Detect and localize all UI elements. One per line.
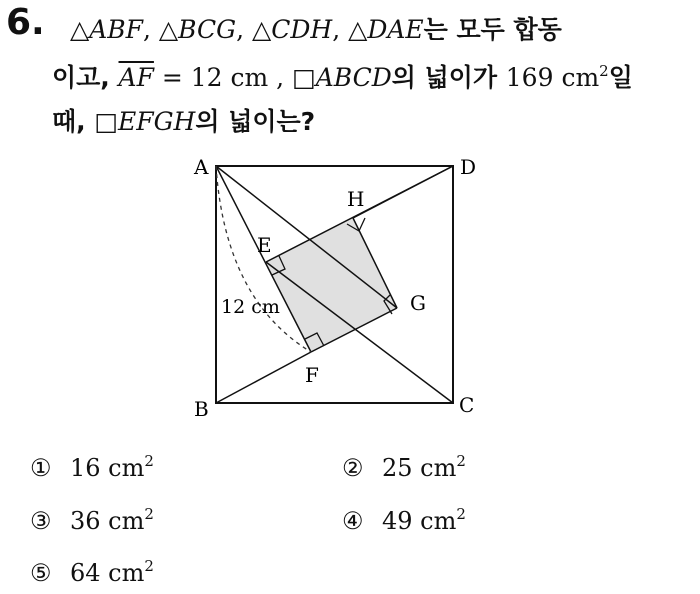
choice-2[interactable] bbox=[342, 452, 466, 482]
separator: , bbox=[332, 15, 349, 44]
choice-5[interactable] bbox=[30, 557, 154, 587]
question-text: 는 모두 합동 bbox=[423, 15, 562, 44]
label-g: G bbox=[410, 291, 426, 315]
triangle-cdh: △CDH bbox=[251, 15, 333, 44]
question-number: 6. bbox=[6, 2, 45, 43]
choice-exponent: 2 bbox=[144, 452, 154, 470]
choice-exponent: 2 bbox=[144, 505, 154, 523]
segment-length: = 12 cm , bbox=[153, 63, 293, 92]
choice-exponent: 2 bbox=[456, 505, 466, 523]
segment-af: $\overline{AF}$ bbox=[118, 63, 154, 92]
triangle-bcg: △BCG bbox=[158, 15, 237, 44]
choice-mark: ④ bbox=[342, 507, 364, 535]
label-f: F bbox=[305, 363, 319, 387]
label-d: D bbox=[460, 155, 477, 179]
choice-3[interactable] bbox=[30, 505, 154, 535]
line-h-d bbox=[353, 166, 453, 218]
choice-value: 49 cm bbox=[382, 507, 457, 535]
label-h: H bbox=[347, 187, 365, 211]
square-efgh: □EFGH bbox=[94, 107, 196, 136]
choice-mark: ② bbox=[342, 454, 364, 482]
triangle-dae: △DAE bbox=[348, 15, 424, 44]
question-text: 때, bbox=[52, 107, 95, 136]
choice-value: 16 cm bbox=[70, 454, 145, 482]
choice-mark: ③ bbox=[30, 507, 52, 535]
question-text: 의 넓이는? bbox=[195, 107, 316, 136]
label-e: E bbox=[257, 233, 272, 257]
choice-value: 36 cm bbox=[70, 507, 145, 535]
question-text: 이고, bbox=[52, 63, 119, 92]
square-abcd: □ABCD bbox=[292, 63, 392, 92]
choice-mark: ⑤ bbox=[30, 559, 52, 587]
label-b: B bbox=[194, 397, 209, 421]
choice-mark: ① bbox=[30, 454, 52, 482]
area-exponent: 2 bbox=[599, 62, 609, 80]
label-c: C bbox=[459, 393, 475, 417]
separator: , bbox=[236, 15, 252, 44]
area-value: 169 cm bbox=[505, 63, 600, 92]
triangle-abf: △ABF bbox=[70, 15, 143, 44]
choice-value: 64 cm bbox=[70, 559, 145, 587]
separator: , bbox=[143, 15, 159, 44]
question-text: 일 bbox=[608, 63, 633, 92]
length-label: 12 cm bbox=[221, 296, 280, 318]
label-a: A bbox=[194, 155, 209, 179]
question-text: 의 넓이가 bbox=[391, 63, 506, 92]
choice-exponent: 2 bbox=[144, 557, 154, 575]
choice-4[interactable] bbox=[342, 505, 466, 535]
inner-square-efgh bbox=[266, 218, 397, 352]
choice-1[interactable] bbox=[30, 452, 154, 482]
line-b-f bbox=[216, 352, 311, 403]
choice-value: 25 cm bbox=[382, 454, 457, 482]
choice-exponent: 2 bbox=[456, 452, 466, 470]
